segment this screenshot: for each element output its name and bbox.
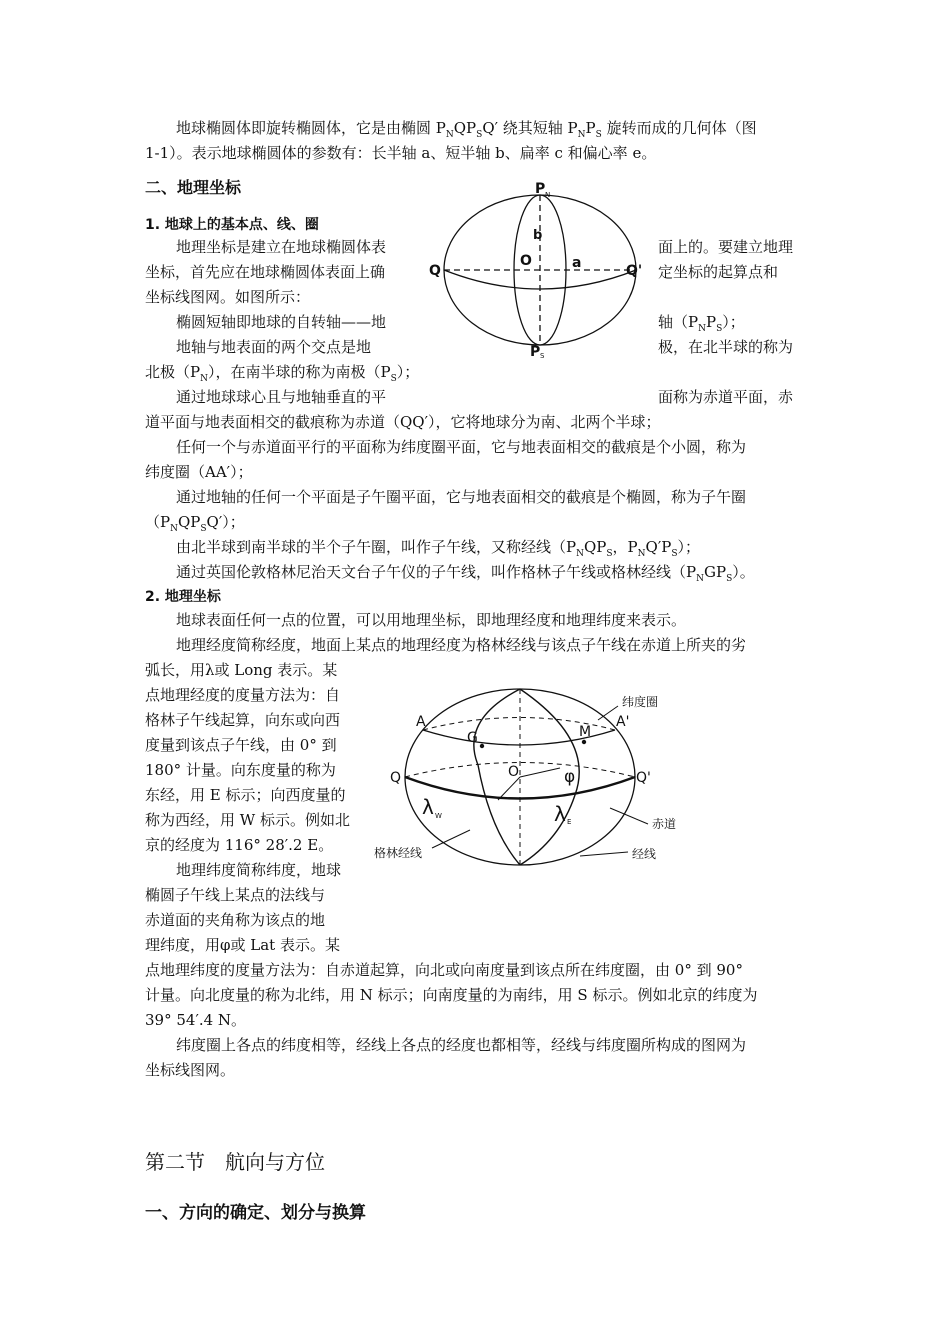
- coord-line-15: 点地理纬度的度量方法为：自赤道起算，向北或向南度量到该点所在纬度圈，由 0° 到 90°: [145, 961, 743, 979]
- coord-line-14: 理纬度，用φ或 Lat 表示。某: [145, 936, 340, 954]
- label-pn: P: [535, 181, 546, 197]
- leader-equator: [610, 808, 648, 824]
- basic-line-3: 坐标线图网。如图所示：: [145, 288, 311, 306]
- coord-line-2: 地理经度简称经度，地面上某点的地理经度为格林经线与该点子午线在赤道上所夹的劣: [176, 636, 747, 654]
- basic-line-11: 通过地轴的任何一个平面是子午圈平面，它与地表面相交的截痕是个椭圆，称为子午圈: [176, 488, 747, 506]
- coord-line-11: 地理纬度简称纬度，地球: [176, 861, 342, 879]
- coord-line-8: 东经，用 E 标示；向西度量的: [145, 786, 346, 804]
- basic-line-7b: 面称为赤道平面，赤: [658, 388, 794, 406]
- label-lambda-w-sub: W: [435, 812, 442, 820]
- heading-geo-coord: 二、地理坐标: [145, 178, 242, 197]
- label-q: Q: [429, 263, 441, 279]
- label-a: a: [572, 255, 582, 271]
- basic-line-8: 道平面与地表面相交的截痕称为赤道（QQ′），它将地球分为南、北两个半球；: [145, 413, 661, 431]
- label-b: b: [533, 228, 543, 243]
- section-title: 第二节 航向与方位: [145, 1150, 325, 1174]
- basic-line-4a: 椭圆短轴即地球的自转轴——地: [176, 313, 387, 331]
- basic-line-12: $(P_NQP_SQ')$；: [145, 513, 245, 534]
- coord-line-1: 地球表面任何一点的位置，可以用地理坐标，即地理经度和地理纬度来表示。: [176, 611, 687, 629]
- basic-line-13: 由北半球到南半球的半个子午圈，叫作子午线，又称经线（$P_NQP_S$，$P_NQ'P_S$）；: [176, 538, 700, 559]
- radius-line: [498, 777, 520, 800]
- point-g: [480, 744, 484, 748]
- label-lambda-w: λ: [422, 795, 434, 819]
- basic-line-4b: 轴$(P_NP_S)$；: [658, 313, 745, 334]
- coord-line-18: 纬度圈上各点的纬度相等，经线上各点的经度也都相等，经线与纬度圈所构成的图网为: [176, 1036, 747, 1054]
- label-g: G: [467, 730, 478, 746]
- label-lambda-e: λ: [554, 802, 566, 826]
- ellipsoid-figure: [425, 180, 655, 360]
- label-equator: 赤道: [652, 817, 677, 831]
- label-a2: A: [416, 714, 426, 730]
- coord-line-6: 度量到该点子午线，由 0° 到: [145, 736, 337, 754]
- intro-line-1: 地球椭圆体即旋转椭圆体，它是由椭圆 $P_NQP_SQ'$ 绕其短轴 $P_NP_S$ 旋转而成的几何体（图: [176, 119, 757, 140]
- label-lambda-e-sub: E: [567, 818, 572, 826]
- basic-line-14: 通过英国伦敦格林尼治天文台子午仪的子午线，叫作格林子午线或格林经线$(P_NGP_S)$。: [176, 563, 755, 584]
- coord-line-19: 坐标线图网。: [145, 1061, 236, 1079]
- coord-line-9: 称为西经，用 W 标示。例如北: [145, 811, 350, 829]
- label-pn-sub: N: [545, 191, 551, 199]
- basic-line-2b: 定坐标的起算点和: [658, 263, 779, 281]
- basic-line-10: 纬度圈（AA′）；: [145, 463, 253, 481]
- leader-lat: [598, 706, 618, 720]
- basic-line-6: 北极$(P_N)$，在南半球的称为南极$(P_S)$；: [145, 363, 420, 384]
- label-ps: P: [530, 344, 541, 360]
- heading-direction: 一、方向的确定、划分与换算: [145, 1203, 366, 1223]
- basic-line-5b: 极，在北半球的称为: [658, 338, 794, 356]
- normal-line: [520, 768, 560, 777]
- basic-line-2a: 坐标，首先应在地球椭圆体表面上确: [145, 263, 386, 281]
- label-q2-prime: Q': [636, 770, 651, 786]
- label-a2-prime: A': [616, 714, 630, 730]
- coord-line-4: 点地理经度的度量方法为：自: [145, 686, 341, 704]
- intro-line-2: 1-1）。表示地球椭圆体的参数有：长半轴 a、短半轴 b、扁率 c 和偏心率 e。: [145, 144, 657, 162]
- label-o: O: [520, 253, 532, 269]
- coord-line-16: 计量。向北度量的称为北纬，用 N 标示；向南度量的为南纬，用 S 标示。例如北京的纬度为: [145, 986, 758, 1004]
- label-lat-circle: 纬度圈: [622, 695, 659, 709]
- point-m: [582, 740, 586, 744]
- heading-basic: 1. 地球上的基本点、线、圈: [145, 217, 319, 233]
- coord-line-12: 椭圆子午线上某点的法线与: [145, 886, 326, 904]
- label-phi: φ: [564, 767, 576, 787]
- coord-line-5: 格林子午线起算，向东或向西: [145, 711, 341, 729]
- coord-line-7: 180° 计量。向东度量的称为: [145, 761, 336, 779]
- label-q2: Q: [390, 770, 402, 786]
- label-ps-sub: S: [540, 352, 545, 360]
- coord-line-10: 京的经度为 116° 28′.2 E。: [145, 836, 334, 854]
- coord-line-3: 弧长，用λ或 Long 表示。某: [145, 661, 338, 679]
- heading-coord: 2. 地理坐标: [145, 589, 221, 605]
- basic-line-5a: 地轴与地表面的两个交点是地: [176, 338, 372, 356]
- coord-line-17: 39° 54′.4 N。: [145, 1011, 247, 1029]
- leader-meridian: [580, 852, 628, 856]
- label-m: M: [579, 724, 592, 740]
- basic-line-1a: 地理坐标是建立在地球椭圆体表: [176, 238, 387, 256]
- basic-line-7a: 通过地球球心且与地轴垂直的平: [176, 388, 387, 406]
- label-q-prime: Q': [626, 263, 643, 279]
- coord-line-13: 赤道面的夹角称为该点的地: [145, 911, 326, 929]
- label-greenwich: 格林经线: [374, 846, 423, 860]
- label-meridian: 经线: [632, 847, 657, 861]
- basic-line-1b: 面上的。要建立地理: [658, 238, 794, 256]
- label-o2: O: [508, 764, 520, 780]
- basic-line-9: 任何一个与赤道面平行的平面称为纬度圈平面，它与地表面相交的截痕是个小圆，称为: [176, 438, 747, 456]
- coordinate-figure: [370, 680, 690, 875]
